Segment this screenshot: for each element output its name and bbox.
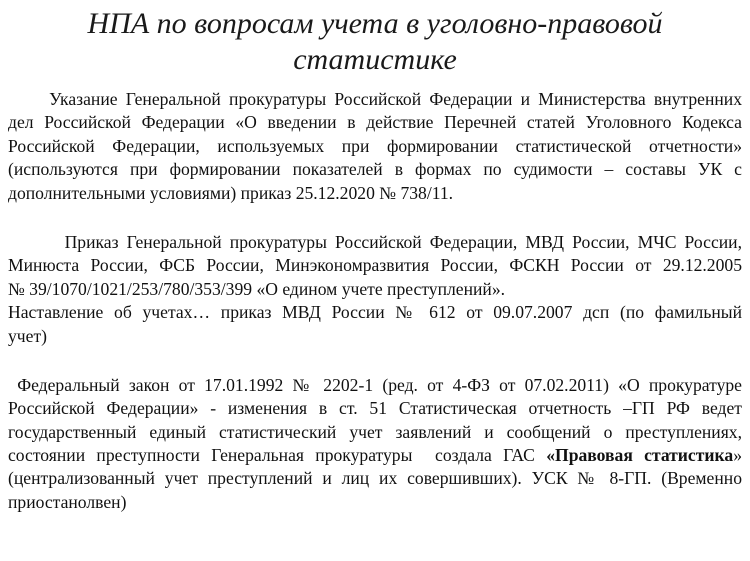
slide-body	[8, 88, 742, 514]
slide-title-line-1: НПА по вопросам учета в уголовно-правовой	[87, 7, 663, 40]
text-line: учет)	[8, 325, 48, 346]
bold-system-name: «Правовая статистика	[546, 445, 734, 466]
text-line: № 39/1070/1021/253/780/353/399 «О едином учете преступлений».	[8, 278, 506, 299]
text-line: государственный единый статистический учет заявлений и сообщений о преступлениях,	[8, 421, 742, 442]
text-fragment: состоянии преступности Генеральная прокуратуры создала ГАС	[8, 445, 547, 466]
text-line: Минюста России, ФСБ России, Минэкономразвития России, ФСКН России от 29.12.2005	[8, 255, 742, 276]
paragraph-federal-law	[8, 374, 742, 514]
slide-title-line-2: статистике	[293, 43, 457, 76]
text-line: (используются при формировании показателей в формах по судимости – составы УК с	[8, 159, 742, 180]
text-line: Наставление об учетах… приказ МВД России № 612 от 09.07.2007 дсп (по фамильный	[8, 302, 742, 323]
slide-title	[0, 6, 750, 78]
text-line: дополнительными условиями) приказ 25.12.2020 № 738/11.	[8, 182, 454, 203]
text-line: дел Российской Федерации «О введении в действие Перечней статей Уголовного Кодекса	[8, 112, 742, 133]
text-line: (централизованный учет преступлений и лиц их совершивших). УСК № 8-ГП. (Временно	[8, 468, 742, 489]
text-line: Федеральный закон от 17.01.1992 № 2202-1 (ред. от 4-ФЗ от 07.02.2011) «О прокуратуре	[8, 374, 742, 395]
text-line: Указание Генеральной прокуратуры Российской Федерации и Министерства внутренних	[8, 89, 742, 109]
paragraph-prosecutor-instruction	[8, 88, 742, 205]
text-line: Российской Федерации, используемых при формировании статистической отчетности»	[8, 135, 742, 156]
paragraph-joint-order	[8, 231, 742, 348]
text-line-with-bold	[8, 444, 742, 467]
text-line: приостанолвен)	[8, 491, 127, 512]
text-line: Приказ Генеральной прокуратуры Российской Федерации, МВД России, МЧС России,	[8, 231, 742, 252]
text-fragment: »	[733, 445, 742, 466]
text-line: Российской Федерации» - изменения в ст. 51 Статистическая отчетность –ГП РФ ведет	[8, 398, 742, 419]
